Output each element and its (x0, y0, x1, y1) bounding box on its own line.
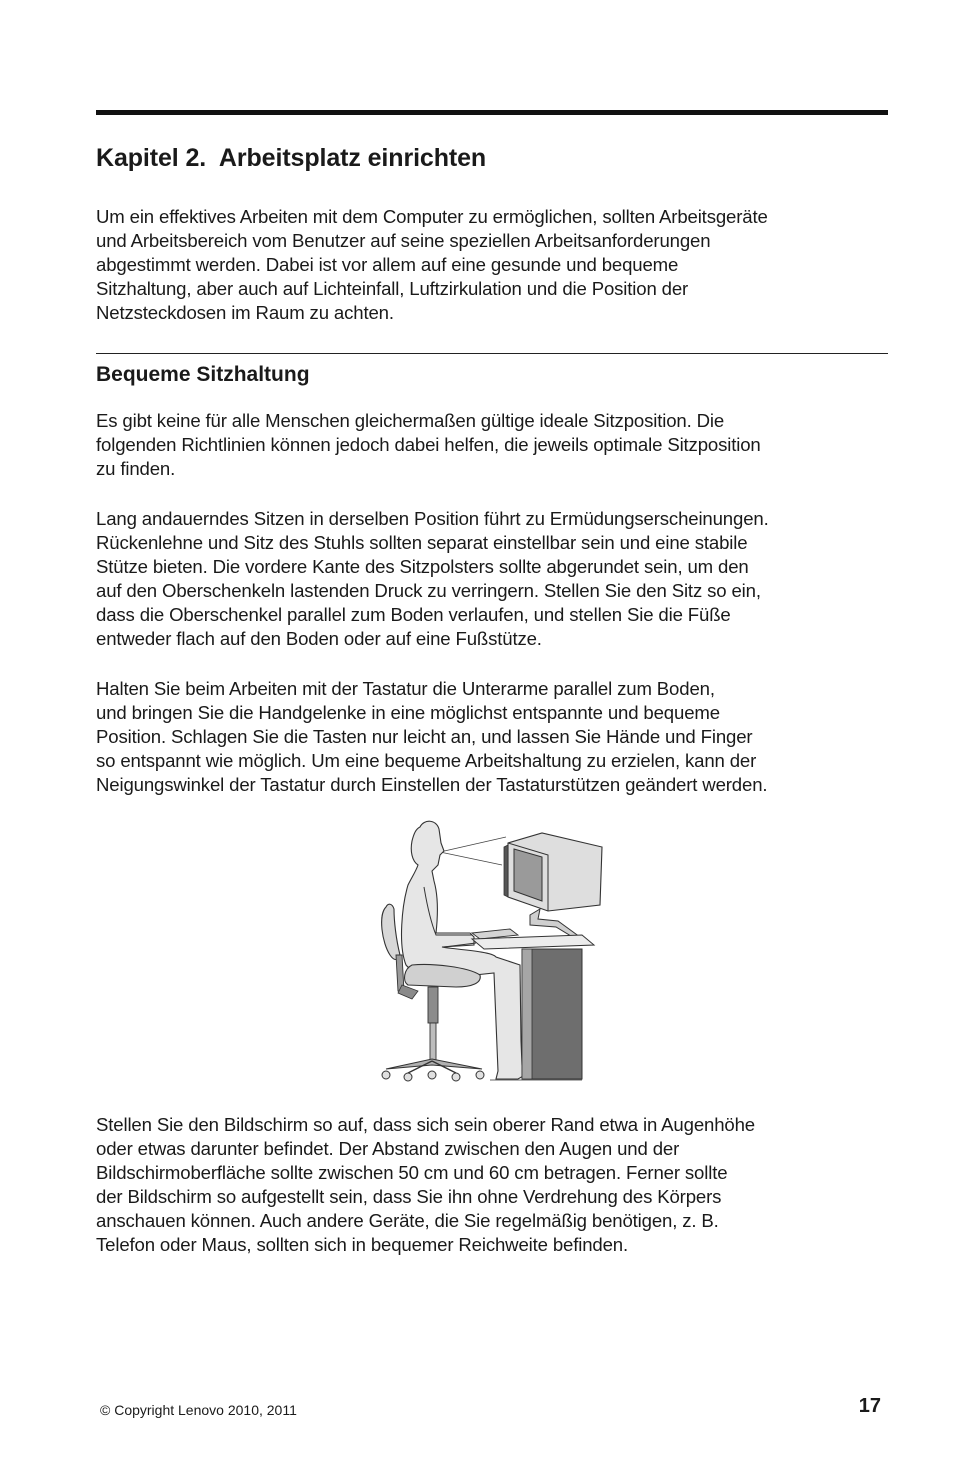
ergonomic-workstation-illustration (372, 815, 612, 1085)
section-paragraph-1: Es gibt keine für alle Menschen gleichermaßen gültige ideale Sitzposition. Die folgenden Richtlinien können jedoch dabei helfen, die jeweils optimale Sitzposition zu finden. (96, 410, 761, 479)
section-paragraph-4: Stellen Sie den Bildschirm so auf, dass sich sein oberer Rand etwa in Augenhöhe oder etwas darunter befindet. Der Abstand zwischen den Augen und der Bildschirmoberfläche sollte zwischen 50 cm und 60 cm betragen. Ferner sollte der Bildschirm so aufgestellt sein, dass Sie ihn ohne Verdrehung des Körpers anschauen können. Auch andere Geräte, die Sie regelmäßig benötigen, z. B. Telefon oder Maus, sollten sich in bequemer Reichweite befinden. (96, 1114, 755, 1255)
footer-copyright: © Copyright Lenovo 2010, 2011 (100, 1402, 297, 1418)
section-rule (96, 353, 888, 354)
page-number: 17 (858, 1395, 881, 1417)
section-paragraph-3: Halten Sie beim Arbeiten mit der Tastatur die Unterarme parallel zum Boden, und bringen Sie die Handgelenke in eine möglichst entspannte und bequeme Position. Schlagen Sie die Tasten nur leicht an, und lassen Sie Hände und Finger so entspannt wie möglich. Um eine bequeme Arbeitshaltung zu erzielen, kann der Neigungswinkel der Tastatur durch Einstellen der Tastaturstützen geändert werden. (96, 678, 768, 795)
section-title: Bequeme Sitzhaltung (96, 363, 310, 386)
chapter-intro-paragraph: Um ein effektives Arbeiten mit dem Computer zu ermöglichen, sollten Arbeitsgeräte und Arbeitsbereich vom Benutzer auf seine speziellen Arbeitsanforderungen abgestimmt werden. Dabei ist vor allem auf eine gesunde und bequeme Sitzhaltung, aber auch auf Lichteinfall, Luftzirkulation und die Position der Netzsteckdosen im Raum zu achten. (96, 206, 768, 323)
section-paragraph-2: Lang andauerndes Sitzen in derselben Position führt zu Ermüdungserscheinungen. Rückenlehne und Sitz des Stuhls sollten separat einstellbar sein und eine stabile Stütze bieten. Die vordere Kante des Sitzpolsters sollte abgerundet sein, um den auf den Oberschenkeln lastenden Druck zu verringern. Stellen Sie den Sitz so ein, dass die Oberschenkel parallel zum Boden verlaufen, und stellen Sie die Füße entweder flach auf den Boden oder auf eine Fußstütze. (96, 508, 769, 649)
chapter-top-rule (96, 110, 888, 115)
chapter-title: Kapitel 2. Arbeitsplatz einrichten (96, 144, 487, 172)
